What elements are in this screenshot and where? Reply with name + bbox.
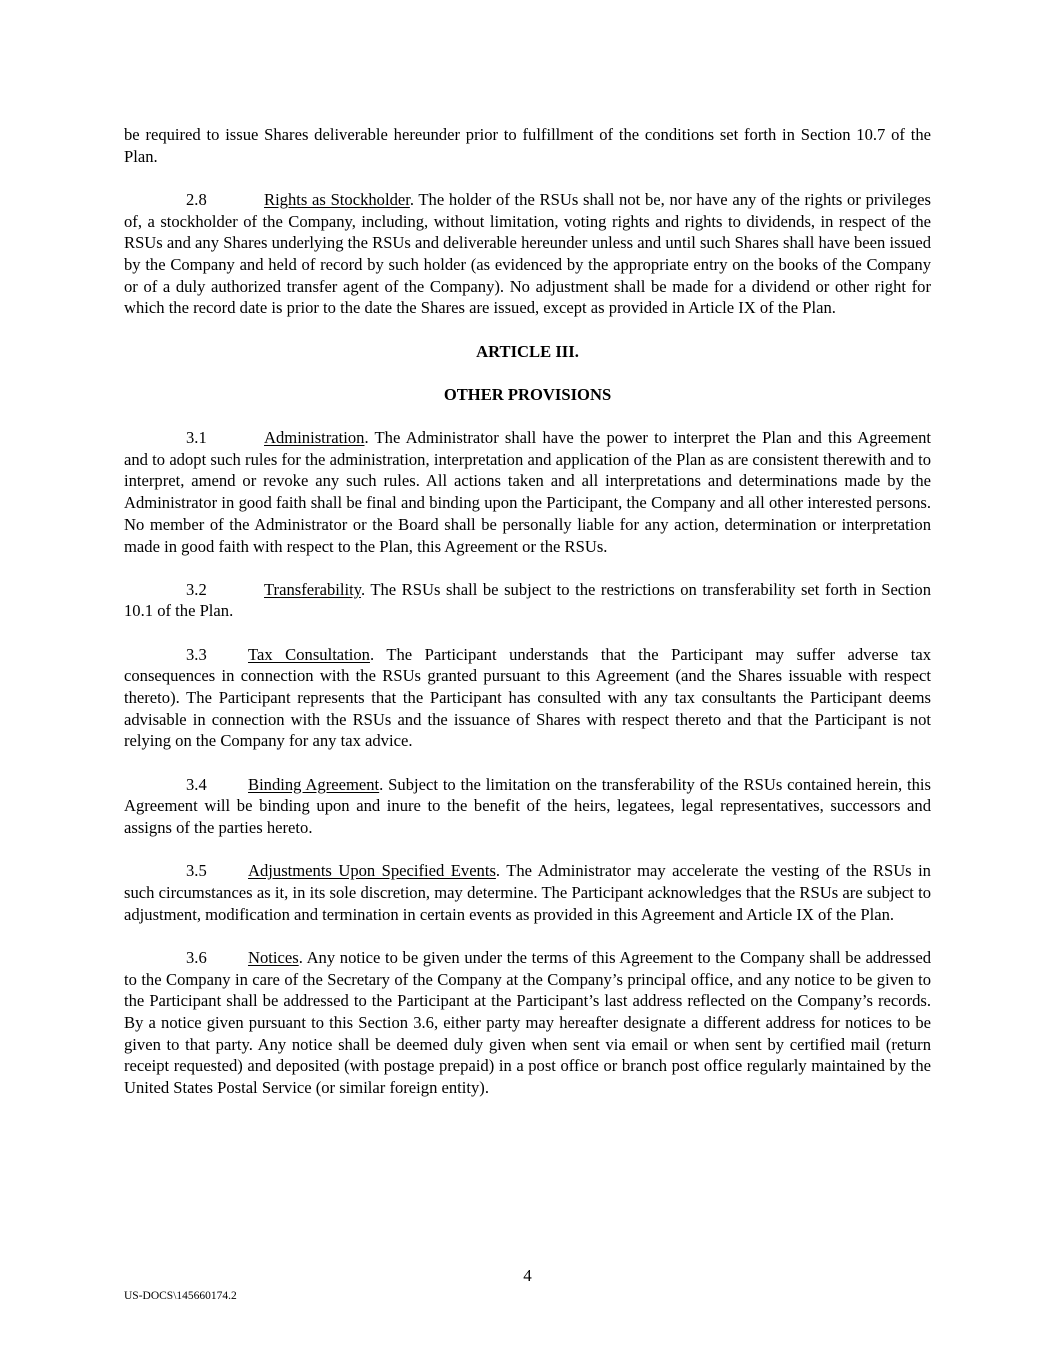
document-id: US-DOCS\145660174.2 bbox=[124, 1290, 237, 1302]
section-body: . The holder of the RSUs shall not be, nor have any of the rights or privileges of, a stockholder of the Company, including, without limitation, voting rights and rights to dividends, in respect of the RSUs and any Shares underlying the RSUs and deliverable hereunder unless and until such Shares shall have been issued by the Company and held of record by such holder (as evidenced by the appropriate entry on the books of the Company or of a duly authorized transfer agent of the Company). No adjustment shall be made for a dividend or other right for which the record date is prior to the date the Shares are issued, except as provided in Article IX of the Plan. bbox=[124, 189, 931, 318]
section-3-1 bbox=[124, 427, 931, 557]
section-3-3 bbox=[124, 644, 931, 753]
section-number: 2.8 bbox=[186, 189, 207, 209]
section-body: . The Administrator shall have the power to interpret the Plan and this Agreement and to adopt such rules for the administration, interpretation and application of the Plan as are consistent therewith and to interpret, amend or revoke any such rules. All actions taken and all interpretations and determinations made by the Administrator in good faith shall be final and binding upon the Participant, the Company and all other interested persons. No member of the Administrator or the Board shall be personally liable for any action, determination or interpretation made in good faith with respect to the Plan, this Agreement or the RSUs. bbox=[124, 428, 931, 556]
section-body: . The Administrator may accelerate the vesting of the RSUs in such circumstances as it, in its sole discretion, may determine. The Participant acknowledges that the RSUs are subject to adjustment, modification and termination in certain events as provided in this Agreement and Article IX of the Plan. bbox=[124, 861, 931, 924]
section-body: . Any notice to be given under the terms of this Agreement to the Company shall be addressed to the Company in care of the Secretary of the Company at the Company’s principal office, and any notice to be given to the Participant shall be addressed to the Participant at the Participant’s last address reflected on the Company’s records. By a notice given pursuant to this Section 3.6, either party may hereafter designate a different address for notices to be given to that party. Any notice shall be deemed duly given when sent via email or when sent by certified mail (return receipt requested) and deposited (with postage prepaid) in a post office or branch post office regularly maintained by the United States Postal Service (or similar foreign entity). bbox=[124, 947, 931, 1098]
section-title: Rights as Stockholder bbox=[264, 189, 410, 209]
section-title: Transferability bbox=[264, 579, 361, 599]
section-title: Binding Agreement bbox=[248, 774, 380, 794]
section-number: 3.3 bbox=[186, 644, 207, 664]
section-number: 3.6 bbox=[186, 947, 207, 967]
section-3-6 bbox=[124, 947, 931, 1099]
section-title: Tax Consultation bbox=[248, 644, 370, 664]
page-number: 4 bbox=[523, 1266, 532, 1285]
section-number: 3.1 bbox=[186, 428, 207, 448]
section-body: . The RSUs shall be subject to the restrictions on transferability set forth in Section 10.1 of the Plan. bbox=[124, 579, 931, 621]
article-heading: ARTICLE III. bbox=[476, 341, 579, 361]
section-body: . The Participant understands that the Participant may suffer adverse tax consequences in connection with the RSUs granted pursuant to this Agreement (and the Shares issuable with respect thereto). The Participant represents that the Participant has consulted with any tax consultants the Participant deems advisable in connection with the RSUs and the issuance of Shares with respect thereto and that the Participant is not relying on the Company for any tax advice. bbox=[124, 644, 931, 751]
section-title: Adjustments Upon Specified Events bbox=[248, 861, 496, 881]
section-body: . Subject to the limitation on the transferability of the RSUs contained herein, this Agreement will be binding upon and inure to the benefit of the heirs, legatees, legal representatives, successors and assigns of the parties hereto. bbox=[124, 774, 931, 838]
section-3-5 bbox=[124, 860, 931, 925]
section-number: 3.2 bbox=[186, 579, 207, 599]
section-2-8 bbox=[124, 189, 931, 319]
section-title: Notices bbox=[248, 947, 299, 967]
article-title: OTHER PROVISIONS bbox=[443, 384, 612, 404]
section-title: Administration bbox=[264, 428, 365, 448]
section-3-2 bbox=[124, 579, 931, 622]
section-3-4 bbox=[124, 774, 931, 839]
document-page bbox=[124, 124, 931, 1120]
intro-paragraph: be required to issue Shares deliverable hereunder prior to fulfillment of the conditions set forth in Section 10.7 of the Plan. bbox=[124, 125, 931, 166]
section-number: 3.5 bbox=[186, 861, 207, 881]
section-number: 3.4 bbox=[186, 774, 207, 794]
